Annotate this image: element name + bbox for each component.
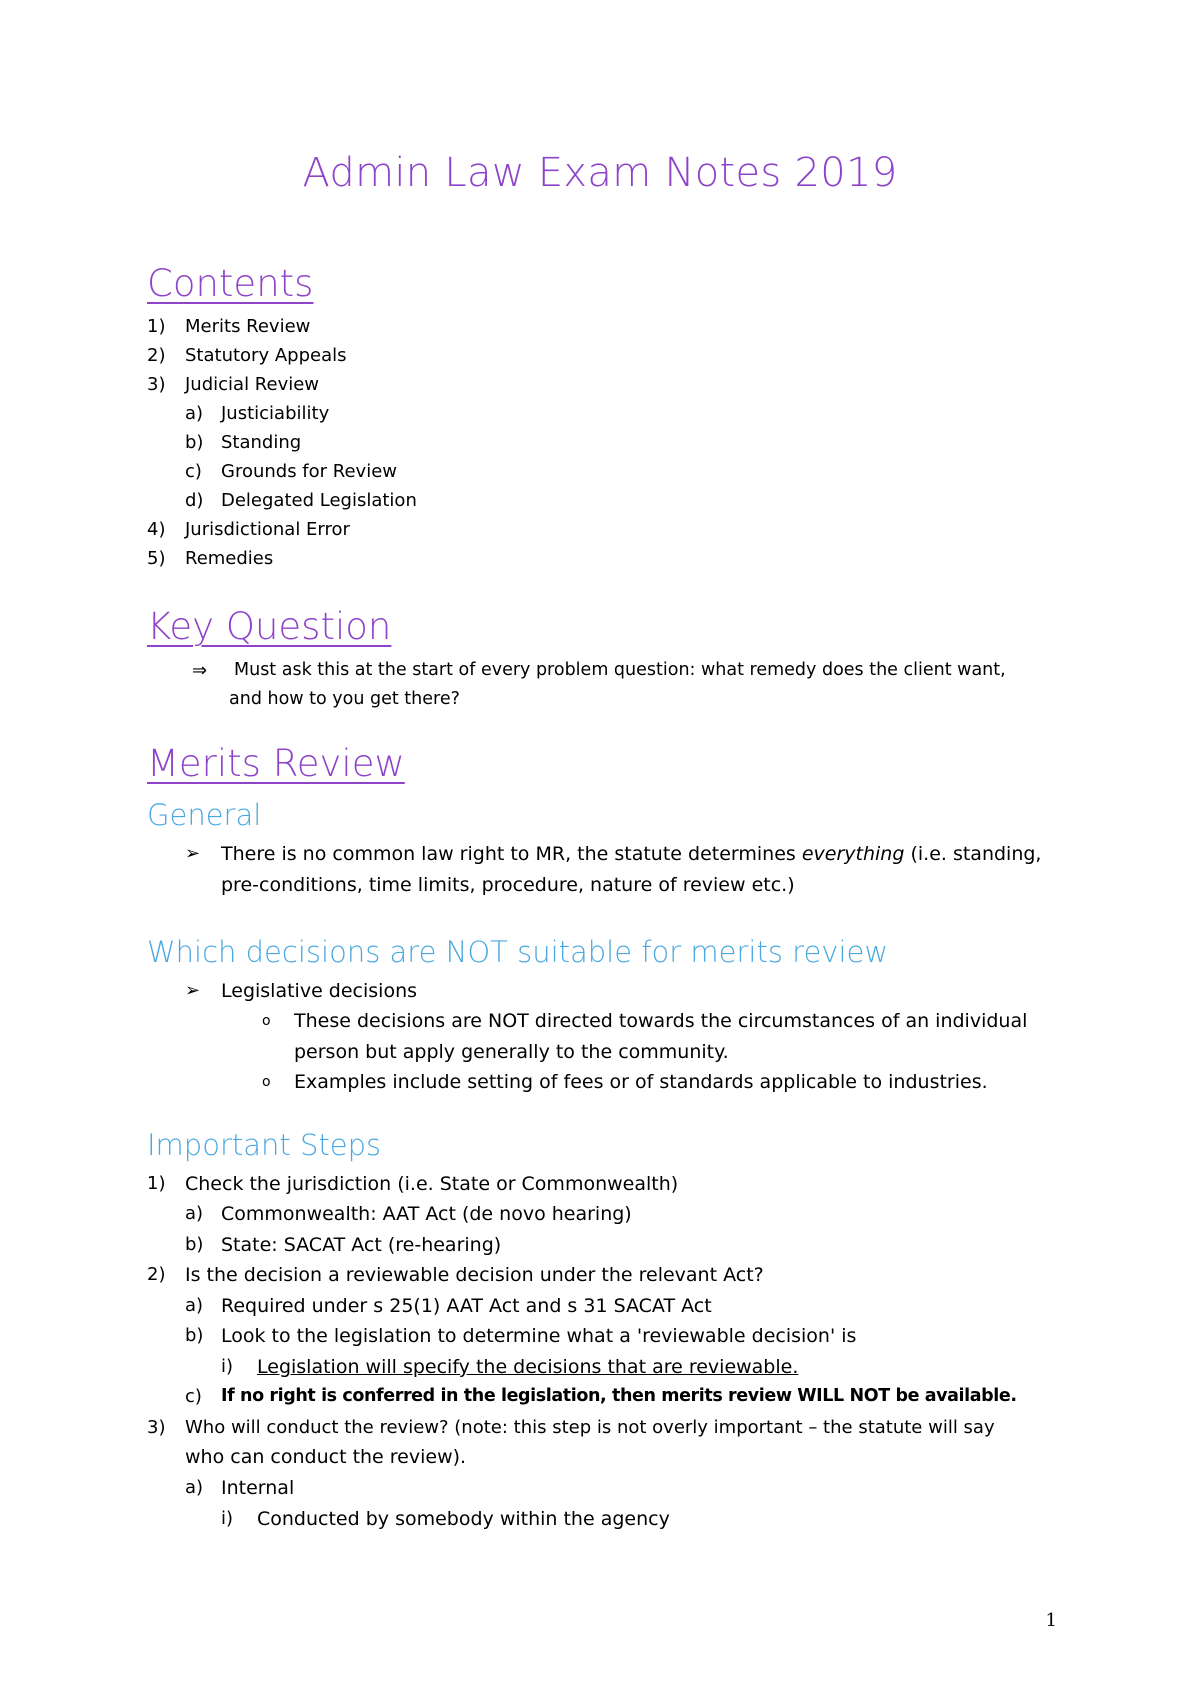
- list-marker: i): [221, 1356, 234, 1377]
- list-item: Justiciability: [221, 403, 330, 424]
- list-marker: 1): [147, 316, 166, 337]
- list-marker: a): [185, 1477, 204, 1498]
- list-marker: d): [185, 490, 204, 511]
- general-text-emphasis: everything: [801, 843, 905, 865]
- contents-heading: Contents: [147, 262, 314, 305]
- list-item: Grounds for Review: [221, 461, 398, 482]
- list-item: Standing: [221, 432, 302, 453]
- list-marker: 2): [147, 345, 166, 366]
- list-marker: a): [185, 1295, 204, 1316]
- sub-bullet-text: Examples include setting of fees or of standards applicable to industries.: [294, 1071, 988, 1093]
- not-suitable-heading: Which decisions are NOT suitable for merits review: [147, 935, 889, 969]
- step-text: Is the decision a reviewable decision under the relevant Act?: [185, 1264, 764, 1286]
- list-marker: c): [185, 461, 202, 482]
- sub-bullet-text-cont: person but apply generally to the community.: [294, 1041, 729, 1063]
- key-question-text: Must ask this at the start of every problem question: what remedy does the client want,: [234, 660, 1006, 680]
- key-question-heading: Key Question: [147, 605, 392, 648]
- list-marker: 1): [147, 1173, 166, 1194]
- arrowhead-bullet-icon: ➢: [185, 843, 201, 864]
- general-text-cont: pre-conditions, time limits, procedure, nature of review etc.): [221, 874, 795, 896]
- step-text: Look to the legislation to determine what a 'reviewable decision' is: [221, 1325, 857, 1347]
- step-text-underlined: Legislation will specify the decisions that are reviewable.: [257, 1356, 799, 1378]
- step-text: Internal: [221, 1477, 295, 1499]
- important-steps-heading: Important Steps: [147, 1128, 382, 1162]
- list-item: Delegated Legislation: [221, 490, 417, 511]
- list-marker: a): [185, 1203, 204, 1224]
- step-text: Commonwealth: AAT Act (de novo hearing): [221, 1203, 632, 1225]
- general-text-a: There is no common law right to MR, the statute determines: [221, 843, 802, 865]
- list-item: Jurisdictional Error: [185, 519, 350, 540]
- general-text-b: (i.e. standing,: [904, 843, 1042, 865]
- arrowhead-bullet-icon: ➢: [185, 980, 201, 1001]
- bullet-text: Legislative decisions: [221, 980, 418, 1002]
- list-item: Judicial Review: [185, 374, 320, 395]
- list-marker: 5): [147, 548, 166, 569]
- circle-bullet-icon: o: [262, 1074, 271, 1090]
- step-text-cont: who can conduct the review).: [185, 1446, 467, 1468]
- list-marker: c): [185, 1386, 202, 1407]
- general-heading: General: [147, 798, 262, 832]
- implies-arrow-icon: ⇒: [192, 660, 208, 681]
- step-text: Who will conduct the review? (note: this step is not overly important – the statute will say: [185, 1417, 995, 1438]
- key-question-text-cont: and how to you get there?: [229, 689, 460, 709]
- step-text-bold: If no right is conferred in the legislation, then merits review WILL NOT be available.: [221, 1386, 1017, 1406]
- step-text: Check the jurisdiction (i.e. State or Commonwealth): [185, 1173, 679, 1195]
- list-marker: a): [185, 403, 204, 424]
- list-marker: b): [185, 432, 204, 453]
- list-item: Remedies: [185, 548, 274, 569]
- step-text: Required under s 25(1) AAT Act and s 31 SACAT Act: [221, 1295, 712, 1317]
- step-text: Conducted by somebody within the agency: [257, 1508, 670, 1530]
- page-number: 1: [1045, 1610, 1057, 1631]
- list-marker: 4): [147, 519, 166, 540]
- sub-bullet-text: These decisions are NOT directed towards the circumstances of an individual: [294, 1010, 1028, 1032]
- list-marker: 3): [147, 1417, 166, 1438]
- list-item: Merits Review: [185, 316, 311, 337]
- document-title: Admin Law Exam Notes 2019: [302, 150, 898, 196]
- list-item: Statutory Appeals: [185, 345, 347, 366]
- merits-review-heading: Merits Review: [147, 742, 405, 785]
- list-marker: 2): [147, 1264, 166, 1285]
- list-marker: b): [185, 1325, 204, 1346]
- circle-bullet-icon: o: [262, 1013, 271, 1029]
- step-text: State: SACAT Act (re-hearing): [221, 1234, 502, 1256]
- general-text: [221, 843, 1041, 865]
- list-marker: 3): [147, 374, 166, 395]
- list-marker: i): [221, 1508, 234, 1529]
- list-marker: b): [185, 1234, 204, 1255]
